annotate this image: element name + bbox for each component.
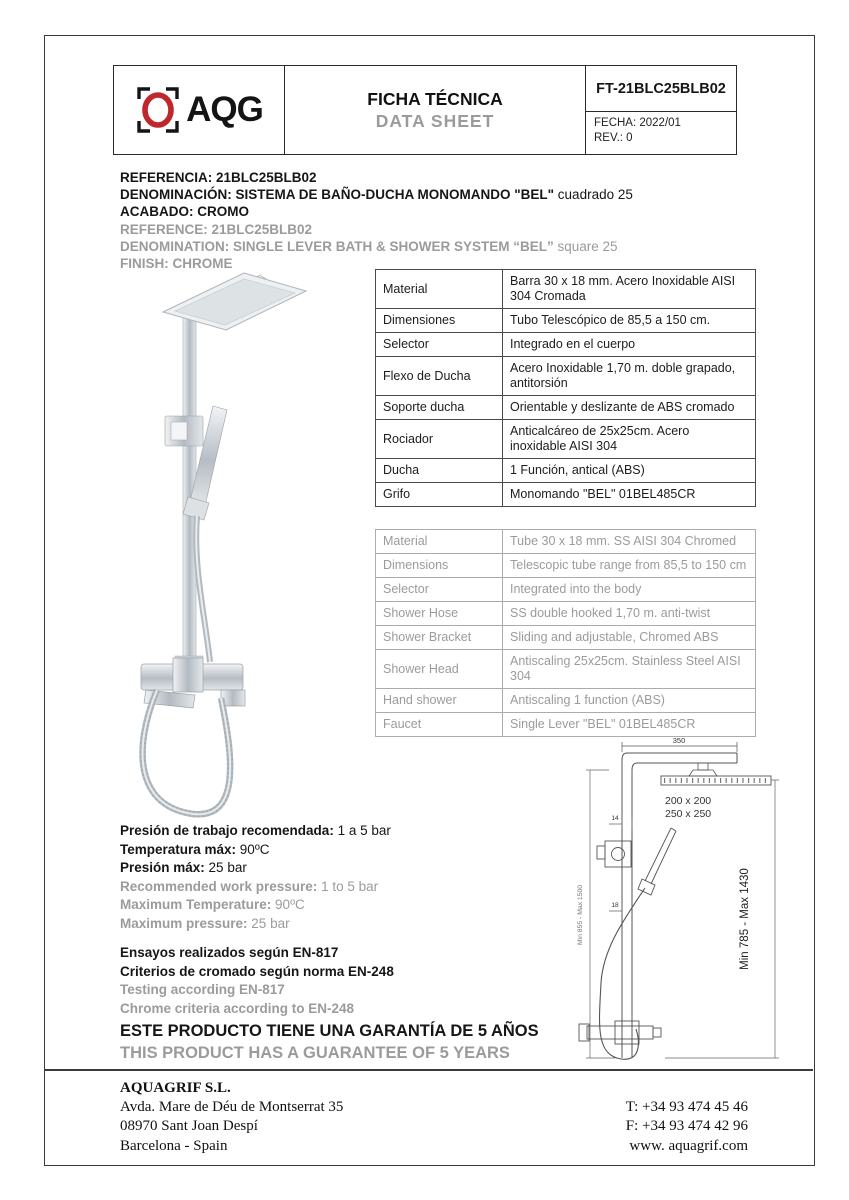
table-row [376, 650, 756, 689]
spec-value: Integrado en el cuerpo [503, 333, 756, 357]
dimension-diagram [565, 733, 787, 1083]
bracket-detail [171, 422, 187, 440]
spec-value: Antiscaling 25x25cm. Stainless Steel AISI 304 [503, 650, 756, 689]
doc-meta [586, 112, 736, 154]
table-row [376, 459, 756, 483]
table-row [376, 333, 756, 357]
table-row [376, 530, 756, 554]
spec-label: Dimensions [376, 554, 503, 578]
spec-value: Integrated into the body [503, 578, 756, 602]
max-pressure-es: Presión máx: 25 bar [120, 860, 247, 876]
spec-label: Material [376, 530, 503, 554]
product-photo [113, 266, 345, 826]
address-line: Avda. Mare de Déu de Montserrat 35 [120, 1099, 344, 1116]
standard-en-1: Testing according EN-817 [120, 982, 285, 998]
website-line: www. aquagrif.com [629, 1137, 748, 1154]
reference-block [120, 169, 740, 272]
table-row [376, 626, 756, 650]
dim-top-width: 350 [672, 736, 686, 745]
table-row [376, 270, 756, 309]
spec-label: Flexo de Ducha [376, 357, 503, 396]
spec-value: Antiscaling 1 function (ABS) [503, 689, 756, 713]
table-row [376, 483, 756, 507]
hose-loop-highlight [143, 690, 231, 814]
spec-value: Tubo Telescópico de 85,5 a 150 cm. [503, 309, 756, 333]
company-address [120, 1079, 343, 1156]
spec-value: Barra 30 x 18 mm. Acero Inoxidable AISI 304 Cromada [503, 270, 756, 309]
address-line: Barcelona - Spain [120, 1137, 228, 1154]
reference-en: REFERENCE: 21BLC25BLB02 [120, 221, 313, 237]
spec-table-es [375, 269, 756, 507]
spec-label: Hand shower [376, 689, 503, 713]
standards-block [120, 944, 394, 1018]
title-en: DATA SHEET [375, 111, 495, 131]
spec-label: Shower Head [376, 650, 503, 689]
dim-tube-depth: 18 [611, 902, 619, 909]
spec-value: 1 Función, antical (ABS) [503, 459, 756, 483]
phone-line: T: +34 93 474 45 46 [625, 1099, 748, 1116]
spec-value: Monomando "BEL" 01BEL485CR [503, 483, 756, 507]
denomination-en: DENOMINATION: SINGLE LEVER BATH & SHOWER SYSTEM “BEL” square 25 [120, 238, 618, 254]
work-pressure-es: Presión de trabajo recomendada: 1 a 5 bar [120, 823, 391, 838]
spec-label: Ducha [376, 459, 503, 483]
spec-value: Telescopic tube range from 85,5 to 150 cm [503, 554, 756, 578]
header-right [586, 66, 736, 154]
spec-value: Sliding and adjustable, Chromed ABS [503, 626, 756, 650]
warranty-es: ESTE PRODUCTO TIENE UNA GARANTÍA DE 5 AÑOS [120, 1022, 539, 1040]
spec-label: Rociador [376, 420, 503, 459]
spec-label: Material [376, 270, 503, 309]
table-row [376, 309, 756, 333]
dim-head-size-2: 250 x 250 [665, 808, 712, 820]
max-pressure-en: Maximum pressure: 25 bar [120, 915, 290, 931]
work-pressure-en: Recommended work pressure: 1 to 5 bar [120, 878, 379, 894]
spec-value: Acero Inoxidable 1,70 m. doble grapado, antitorsión [503, 357, 756, 396]
dim-tube-width: 14 [611, 815, 619, 822]
doc-rev: REV.: 0 [594, 132, 633, 144]
address-line: 08970 Sant Joan Despí [120, 1118, 258, 1135]
spec-label: Grifo [376, 483, 503, 507]
spec-label: Shower Hose [376, 602, 503, 626]
aqg-logo-icon [135, 85, 181, 135]
spec-value: SS double hooked 1,70 m. anti-twist [503, 602, 756, 626]
denominacion-es: DENOMINACIÓN: SISTEMA DE BAÑO-DUCHA MONOMANDO "BEL" cuadrado 25 [120, 187, 633, 203]
company-name: AQUAGRIF S.L. [120, 1080, 231, 1096]
fax-line: F: +34 93 474 42 96 [625, 1118, 748, 1135]
dim-right-range: Min 785 - Max 1430 [739, 868, 751, 970]
spec-label: Selector [376, 333, 503, 357]
doc-date: FECHA: 2022/01 [594, 117, 681, 129]
warranty-en: THIS PRODUCT HAS A GUARANTEE OF 5 YEARS [120, 1043, 510, 1062]
footer-divider [44, 1069, 813, 1071]
table-row [376, 554, 756, 578]
max-temp-en: Maximum Temperature: 90ºC [120, 897, 305, 913]
standard-en-2: Chrome criteria according to EN-248 [120, 1000, 355, 1016]
table-row [376, 396, 756, 420]
logo-text: AQG [186, 90, 263, 129]
finish-en: FINISH: CHROME [120, 256, 233, 272]
referencia-es: REFERENCIA: 21BLC25BLB02 [120, 170, 317, 185]
doc-code: FT-21BLC25BLB02 [586, 66, 736, 112]
footer [120, 1079, 748, 1156]
dim-left-range: Min 855 - Max 1500 [577, 884, 584, 946]
standard-es-2: Criterios de cromado según norma EN-248 [120, 963, 394, 979]
max-temp-es: Temperatura máx: 90ºC [120, 841, 270, 857]
dim-head-size-1: 200 x 200 [665, 795, 712, 807]
pressure-block [120, 822, 391, 934]
table-row [376, 357, 756, 396]
spec-value: Anticalcáreo de 25x25cm. Acero inoxidable AISI 304 [503, 420, 756, 459]
spec-label: Soporte ducha [376, 396, 503, 420]
table-row [376, 578, 756, 602]
spec-value: Orientable y deslizante de ABS cromado [503, 396, 756, 420]
spec-label: Dimensiones [376, 309, 503, 333]
header [113, 65, 737, 155]
logo [114, 66, 285, 154]
spec-label: Faucet [376, 713, 503, 737]
table-row [376, 420, 756, 459]
warranty-block [120, 1021, 539, 1064]
spec-table-en [375, 529, 756, 737]
document-title [285, 66, 586, 154]
spec-value: Single Lever "BEL" 01BEL485CR [503, 713, 756, 737]
acabado-es: ACABADO: CROMO [120, 204, 249, 220]
spec-value: Tube 30 x 18 mm. SS AISI 304 Chromed [503, 530, 756, 554]
spec-label: Shower Bracket [376, 626, 503, 650]
title-es: FICHA TÉCNICA [367, 89, 503, 109]
standard-es-1: Ensayos realizados según EN-817 [120, 945, 339, 960]
faucet-center [173, 658, 203, 692]
spec-label: Selector [376, 578, 503, 602]
table-row [376, 689, 756, 713]
company-contact [626, 1098, 748, 1156]
table-row [376, 602, 756, 626]
